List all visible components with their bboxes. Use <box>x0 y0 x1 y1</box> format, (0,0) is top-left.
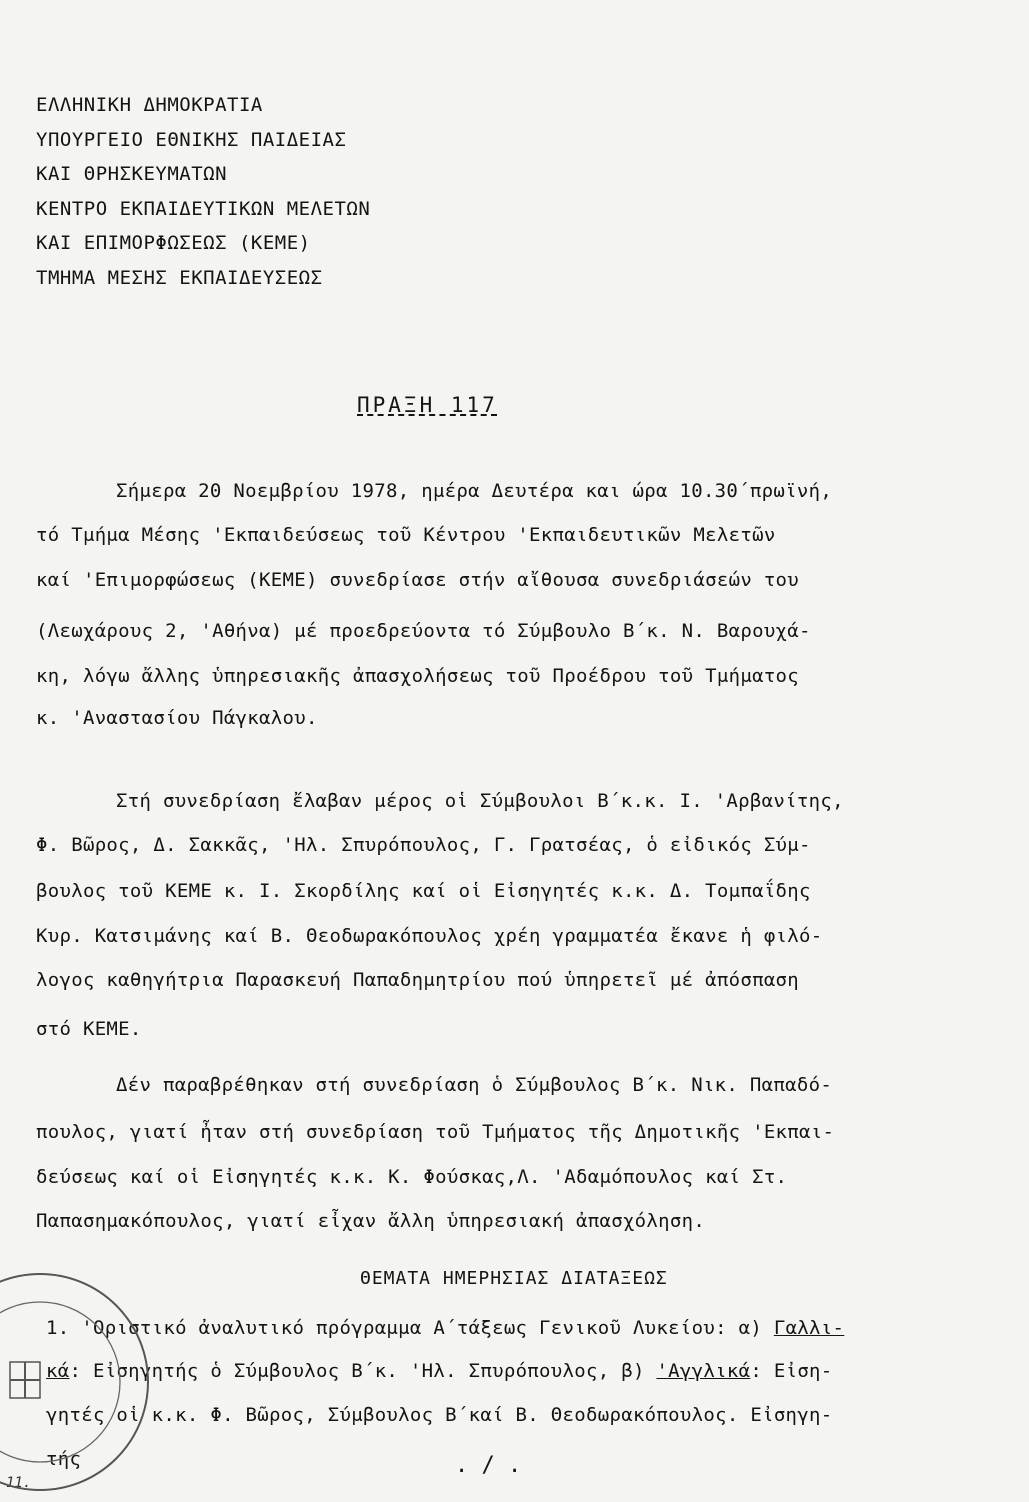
subject-french-cont: κά <box>46 1360 70 1382</box>
letterhead-line: ΕΛΛΗΝΙΚΗ ΔΗΜΟΚΡΑΤΙΑ <box>36 94 263 116</box>
paragraph-line: Δέν παραβρέθηκαν στή συνεδρίαση ὁ Σύμβουλος Β΄κ. Νικ. Παπαδό- <box>116 1074 833 1096</box>
letterhead <box>36 88 370 295</box>
paragraph-line: Παπασημακόπουλος, γιατί εἶχαν ἄλλη ὑπηρεσιακή ἀπασχόληση. <box>36 1210 706 1232</box>
letterhead-line: ΚΑΙ ΕΠΙΜΟΡΦΩΣΕΩΣ (ΚΕΜΕ) <box>36 232 311 254</box>
paragraph-line: Στή συνεδρίαση ἔλαβαν μέρος οἱ Σύμβουλοι Β΄κ.κ. Ι. 'Αρβανίτης, <box>116 790 844 812</box>
agenda-item-line: τής <box>46 1448 82 1470</box>
paragraph-line: Σήμερα 20 Νοεμβρίου 1978, ημέρα Δευτέρα και ώρα 10.30΄πρωϊνή, <box>116 480 833 502</box>
paragraph-line: Κυρ. Κατσιμάνης καί Β. Θεοδωρακόπουλος χρέη γραμματέα ἔκανε ἡ φιλό- <box>36 925 823 947</box>
document-title: ΠΡΑΞΗ 117 <box>357 393 498 417</box>
paragraph-line: στό ΚΕΜΕ. <box>36 1018 142 1040</box>
agenda-item-line: γητές οἱ κ.κ. Φ. Βῶρος, Σύμβουλος Β΄καί Β. Θεοδωρακόπουλος. Εἰσηγη- <box>46 1404 833 1426</box>
section-title: ΘΕΜΑΤΑ ΗΜΕΡΗΣΙΑΣ ΔΙΑΤΑΞΕΩΣ <box>360 1268 668 1289</box>
letterhead-line: ΥΠΟΥΡΓΕΙΟ ΕΘΝΙΚΗΣ ΠΑΙΔΕΙΑΣ <box>36 128 347 151</box>
agenda-text: : Εἰσηγητής ὁ Σύμβουλος Β΄κ. 'Ηλ. Σπυρόπουλος, β) <box>69 1360 657 1382</box>
agenda-text: : Εἰση- <box>750 1360 833 1382</box>
official-stamp-icon <box>0 1262 150 1502</box>
subject-french: Γαλλι- <box>773 1317 845 1339</box>
paragraph-line: βουλος τοῦ ΚΕΜΕ κ. Ι. Σκορδίλης καί οἱ Εἰσηγητές κ.κ. Δ. Τομπαΐδης <box>36 880 811 902</box>
paragraph-line: Φ. Βῶρος, Δ. Σακκᾶς, 'Ηλ. Σπυρόπουλος, Γ. Γρατσέας, ὁ εἰδικός Σύμ- <box>36 834 811 856</box>
paragraph-line: τό Τμήμα Μέσης 'Εκπαιδεύσεως τοῦ Κέντρου 'Εκπαιδευτικῶν Μελετῶν <box>36 524 776 546</box>
page-continuation-mark: . / . <box>455 1453 522 1478</box>
paragraph-line: δεύσεως καί οἱ Εἰσηγητές κ.κ. Κ. Φούσκας,Λ. 'Αδαμόπουλος καί Στ. <box>36 1166 788 1188</box>
margin-note: 11. <box>6 1475 32 1491</box>
agenda-text: 1. 'Οριστικό ἀναλυτικό πρόγραμμα Α΄τάξεως Γενικοῦ Λυκείου: α) <box>46 1317 774 1339</box>
letterhead-line: ΤΜΗΜΑ ΜΕΣΗΣ ΕΚΠΑΙΔΕΥΣΕΩΣ <box>36 266 323 289</box>
letterhead-line: ΚΕΝΤΡΟ ΕΚΠΑΙΔΕΥΤΙΚΩΝ ΜΕΛΕΤΩΝ <box>36 197 371 220</box>
letterhead-line: ΚΑΙ ΘΡΗΣΚΕΥΜΑΤΩΝ <box>36 163 228 185</box>
agenda-item-line <box>46 1360 833 1382</box>
subject-english: 'Αγγλικά <box>656 1360 751 1382</box>
paragraph-line: κ. 'Αναστασίου Πάγκαλου. <box>36 707 318 729</box>
paragraph-line: καί 'Επιμορφώσεως (ΚΕΜΕ) συνεδρίασε στήν αἴθουσα συνεδριάσεών του <box>36 569 800 591</box>
paragraph-line: (Λεωχάρους 2, 'Αθήνα) μέ προεδρεύοντα τό Σύμβουλο Β΄κ. Ν. Βαρουχά- <box>36 620 811 642</box>
paragraph-line: λογος καθηγήτρια Παρασκευή Παπαδημητρίου πού ὑπηρετεῖ μέ ἀπόσπαση <box>36 969 800 991</box>
paragraph-line: πουλος, γιατί ἦταν στή συνεδρίαση τοῦ Τμήματος τῆς Δημοτικῆς 'Εκπαι- <box>36 1121 835 1143</box>
paragraph-line: κη, λόγω ἄλλης ὑπηρεσιακῆς ἀπασχολήσεως τοῦ Προέδρου τοῦ Τμήματος <box>36 665 800 687</box>
agenda-item-line <box>46 1317 844 1339</box>
